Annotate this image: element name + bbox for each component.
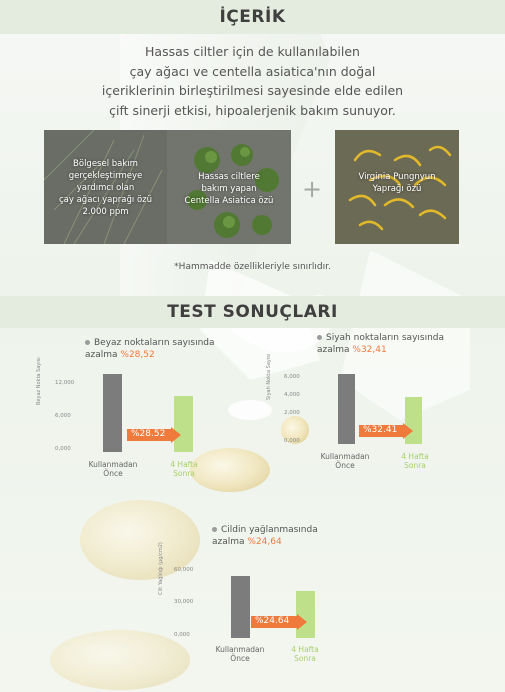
x-label-line: Önce <box>103 469 123 478</box>
change-arrow <box>251 614 307 630</box>
x-label-line: Kullanmadan <box>215 645 265 654</box>
ingredient-label-line: bakım yapan <box>201 184 257 194</box>
bar-before <box>103 374 122 452</box>
plus-symbol: + <box>302 175 323 203</box>
y-tick-label: 0,000 <box>284 438 300 444</box>
tea-tree-ingredient-card <box>44 130 167 244</box>
bar-before <box>231 576 250 638</box>
bullet-dot <box>317 335 322 340</box>
chart-title-line: Siyah noktaların sayısında <box>326 333 445 343</box>
bullet-dot <box>212 527 217 532</box>
y-tick-label: 60,000 <box>174 567 194 573</box>
intro-line: çay ağacı ve centella asiatica'nın doğal <box>129 63 376 79</box>
chart-title-percent: %28,52 <box>120 350 155 360</box>
change-label: %28.52 <box>131 429 166 439</box>
x-label-after <box>396 452 434 470</box>
ingredient-label-line: Yaprağı özü <box>372 184 422 194</box>
ingredient-label-line: gerçekleştirmeye <box>68 171 143 181</box>
x-label-line: 4 Hafta <box>401 452 429 461</box>
chart-title-percent: %24,64 <box>247 537 282 547</box>
ingredients-intro <box>0 42 505 120</box>
ingredient-label-line: yardımcı olan <box>76 183 135 193</box>
chart-title <box>212 524 318 548</box>
centella-ingredient-card <box>167 130 291 244</box>
y-tick-label: 0,000 <box>174 632 190 638</box>
x-label-before <box>215 645 265 663</box>
change-label: %24.64 <box>255 616 290 626</box>
test-results-title: TEST SONUÇLARI <box>167 302 338 322</box>
bar-after <box>174 396 193 452</box>
y-axis-label: Cilt Yağlılığı (μg/cm2) <box>158 542 164 595</box>
ingredient-label-line: Bölgesel bakım <box>73 159 138 169</box>
intro-line: Hassas ciltler için de kullanılabilen <box>145 44 360 59</box>
y-tick-label: 12,000 <box>55 380 75 386</box>
y-axis-label: Siyah Nokta Sayısı <box>266 353 272 400</box>
ingredient-label-line: çay ağacı yaprağı özü <box>58 195 152 205</box>
x-label-line: Kullanmadan <box>320 452 370 461</box>
x-label-line: 4 Hafta <box>170 460 198 469</box>
change-label: %32.41 <box>363 425 398 435</box>
bar-before <box>338 374 355 444</box>
x-label-line: Önce <box>230 654 250 663</box>
chart-title-line: Cildin yağlanmasında <box>221 525 318 535</box>
chart-title-line: Beyaz noktaların sayısında <box>94 338 215 348</box>
intro-line: içeriklerinin birleştirilmesi sayesinde elde edilen <box>101 83 404 98</box>
x-label-line: Önce <box>335 461 355 470</box>
y-tick-label: 2,000 <box>284 410 300 416</box>
y-tick-label: 4,000 <box>284 392 300 398</box>
chart-title-line: azalma <box>212 537 248 547</box>
witch-hazel-ingredient-card <box>335 130 459 244</box>
x-label-line: 4 Hafta <box>291 645 319 654</box>
ingredient-label-line: Centella Asiatica özü <box>184 196 274 206</box>
change-arrow <box>127 427 181 443</box>
x-label-before <box>88 460 138 478</box>
x-label-line: Kullanmadan <box>88 460 138 469</box>
chart-title-line: azalma <box>85 350 121 360</box>
x-label-line: Sonra <box>294 654 316 663</box>
ingredients-note: *Hammadde özellikleriyle sınırlıdır. <box>174 262 331 272</box>
ingredients-header <box>0 0 505 34</box>
y-tick-label: 6,000 <box>284 374 300 380</box>
ingredient-label-line: Hassas ciltlere <box>198 172 260 182</box>
ingredient-label-line: 2.000 ppm <box>82 207 129 217</box>
y-tick-label: 30,000 <box>174 599 194 605</box>
change-arrow <box>359 423 413 439</box>
x-label-line: Sonra <box>404 461 426 470</box>
bullet-dot <box>85 340 90 345</box>
test-results-header <box>0 296 505 328</box>
y-tick-label: 0,000 <box>55 446 71 452</box>
x-label-line: Sonra <box>173 469 195 478</box>
y-tick-label: 6,000 <box>55 413 71 419</box>
chart-title <box>85 337 215 361</box>
y-axis-label: Beyaz Nokta Sayısı <box>36 357 42 405</box>
x-label-after <box>165 460 203 478</box>
chart-title <box>317 332 444 356</box>
ingredient-label-line: Virginia Pungnyun <box>358 172 436 182</box>
chart-title-percent: %32,41 <box>352 345 387 355</box>
x-label-after <box>286 645 324 663</box>
ingredients-title: İÇERİK <box>219 7 286 27</box>
intro-line: çift sinerji etkisi, hipoalerjenik bakım sunuyor. <box>109 102 396 118</box>
chart-title-line: azalma <box>317 345 353 355</box>
x-label-before <box>320 452 370 470</box>
